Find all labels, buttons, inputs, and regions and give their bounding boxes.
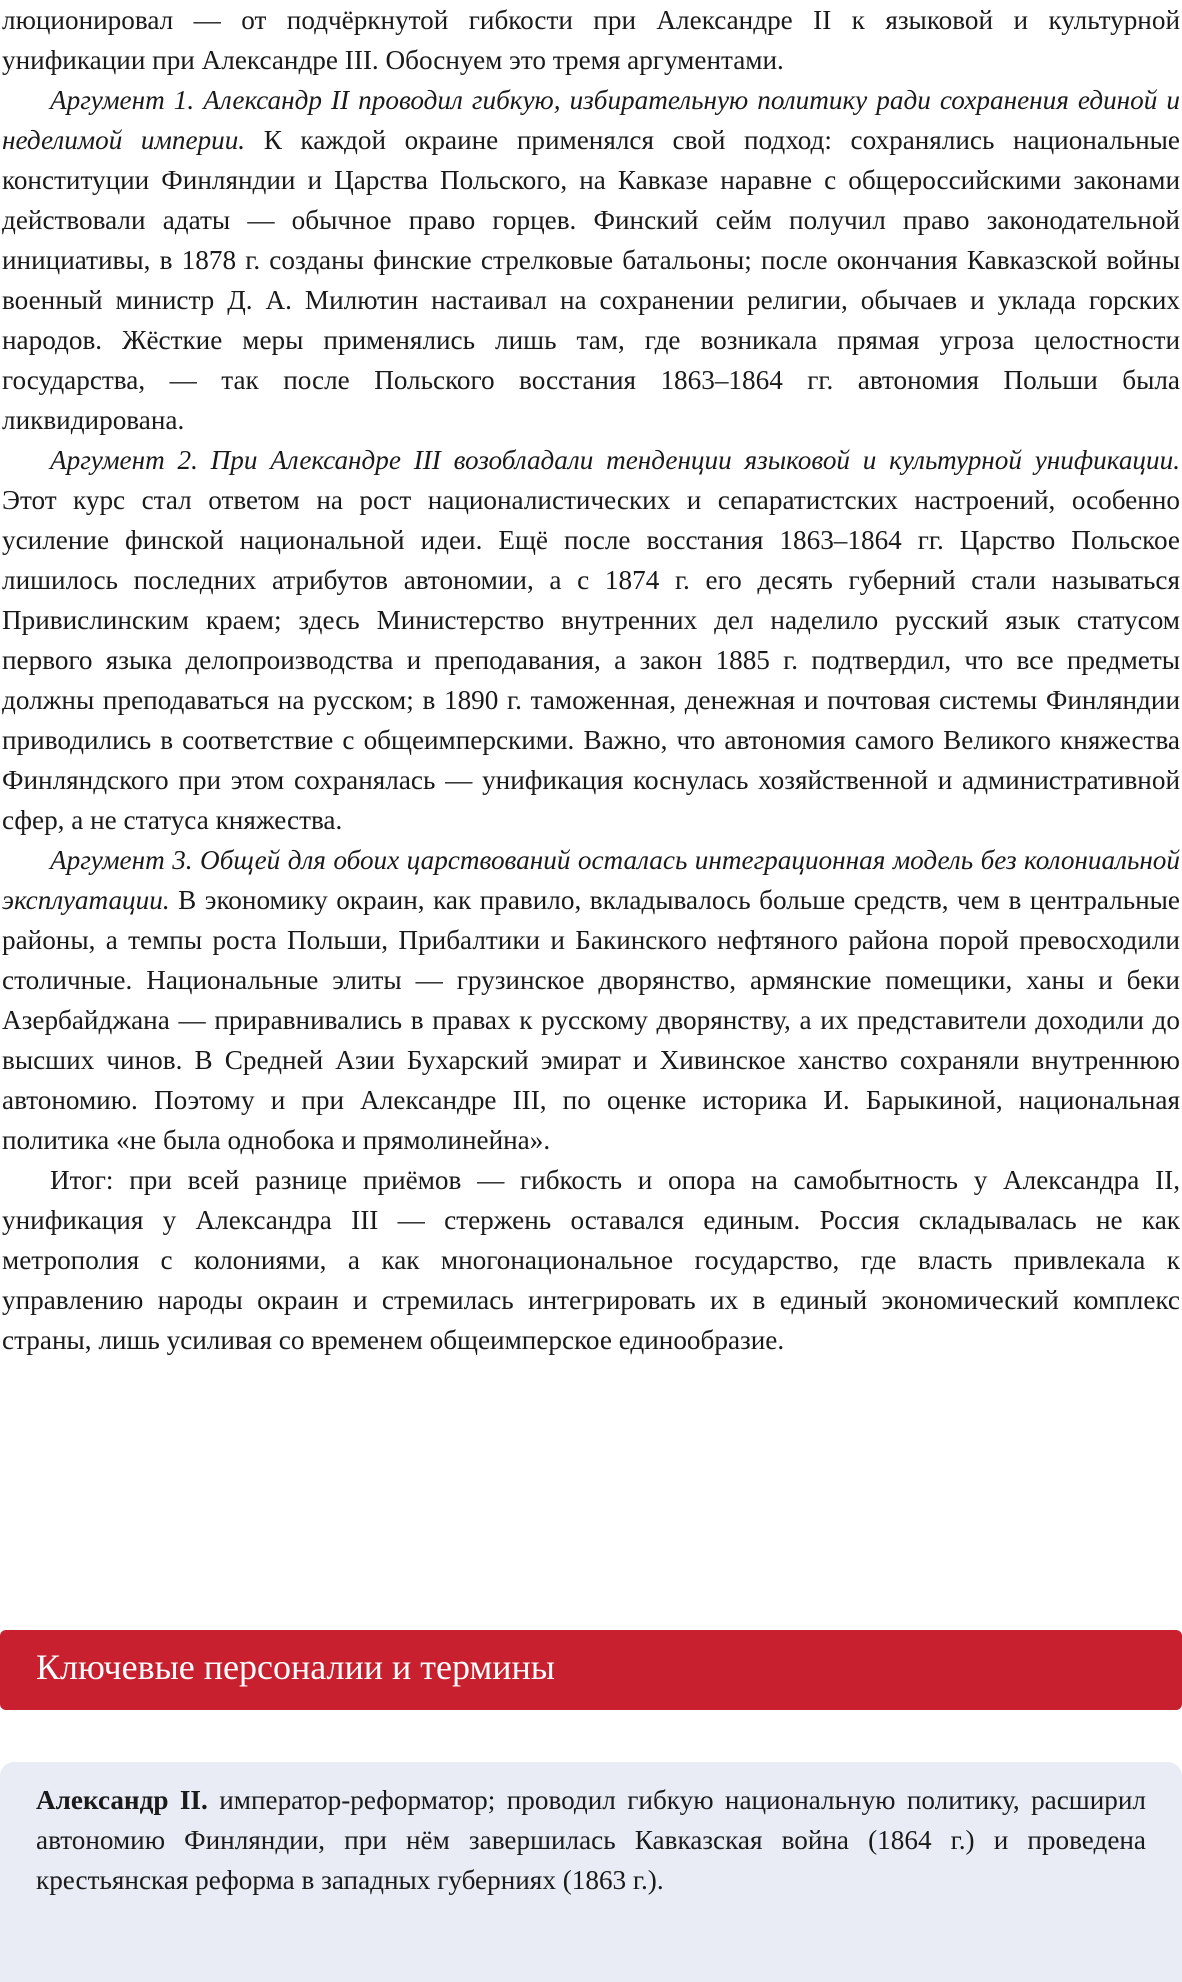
paragraph-argument-2 <box>2 440 1180 840</box>
paragraph-argument-3 <box>2 840 1180 1160</box>
paragraph-conclusion: Итог: при всей разнице приёмов — гибкость и опора на самобытность у Александра II, унификация у Александра III — стержень оставался единым. Россия складывалась не как метрополия с колониями, а как многонациональное государство, где власть привлекала к управлению народы окраин и стремилась интегрировать их в единый экономический комплекс страны, лишь усиливая со временем общеимперское единообразие. <box>2 1165 1180 1355</box>
term-entry <box>36 1780 1146 1900</box>
section-title: Ключевые персоналии и термины <box>36 1647 555 1687</box>
argument-2-lead: Аргумент 2. При Александре III возобладали тенденции языковой и культурной унификации. <box>50 445 1180 475</box>
argument-2-text: Этот курс стал ответом на рост националистических и сепаратистских настроений, особенно усиление финской национальной идеи. Ещё после восстания 1863–1864 гг. Царство Польское лишилось последних атрибутов автономии, а с 1874 г. его десять губерний стали называться Привислинским краем; здесь Министерство внутренних дел наделило русский язык статусом первого языка делопроизводства и преподавания, а закон 1885 г. подтвердил, что все предметы должны преподаваться на русском; в 1890 г. таможенная, денежная и почтовая системы Финляндии приводились в соответствие с общеимперскими. Важно, что автономия самого Великого княжества Финляндского при этом сохранялась — унификация коснулась хозяйственной и административной сфер, а не статуса княжества. <box>2 485 1180 835</box>
argument-1-text: К каждой окраине применялся свой подход: сохранялись национальные конституции Финляндии и Царства Польского, на Кавказе наравне с общероссийскими законами действовали адаты — обычное право горцев. Финский сейм получил право законодательной инициативы, в 1878 г. созданы финские стрелковые батальоны; после окончания Кавказской войны военный министр Д. А. Милютин настаивал на сохранении религии, обычаев и уклада горских народов. Жёсткие меры применялись лишь там, где возникала прямая угроза целостности государства, — так после Польского восстания 1863–1864 гг. автономия Польши была ликвидирована. <box>2 125 1180 435</box>
term-name: Александр II. <box>36 1785 208 1815</box>
term-definition: император-реформатор; проводил гибкую национальную политику, расширил автономию Финляндии, при нём завершилась Кавказская война (1864 г.) и проведена крестьянская реформа в западных губерниях (1863 г.). <box>36 1785 1146 1895</box>
argument-3-text: В экономику окраин, как правило, вкладывалось больше средств, чем в центральные районы, а темпы роста Польши, Прибалтики и Бакинского нефтяного района порой превосходили столичные. Национальные элиты — грузинское дворянство, армянские помещики, ханы и беки Азербайджана — приравнивались в правах к русскому дворянству, а их представители доходили до высших чинов. В Средней Азии Бухарский эмират и Хивинское ханство сохраняли внутреннюю автономию. Поэтому и при Александре III, по оценке историка И. Барыкиной, национальная политика «не была однобока и прямолинейна». <box>2 885 1180 1155</box>
paragraph-intro: люционировал — от подчёркнутой гибкости при Александре II к языковой и культурной унификации при Александре III. Обоснуем это тремя аргументами. <box>2 5 1180 75</box>
argument-1-lead: Аргумент 1. Александр II проводил гибкую, избирательную политику ради сохранения единой и неделимой империи. <box>2 85 1180 155</box>
section-banner <box>0 1630 1182 1710</box>
paragraph-argument-1 <box>2 80 1180 440</box>
argument-3-lead: Аргумент 3. Общей для обоих царствований осталась интеграционная модель без колониальной эксплуатации. <box>2 845 1180 915</box>
terms-box <box>0 1762 1182 1982</box>
